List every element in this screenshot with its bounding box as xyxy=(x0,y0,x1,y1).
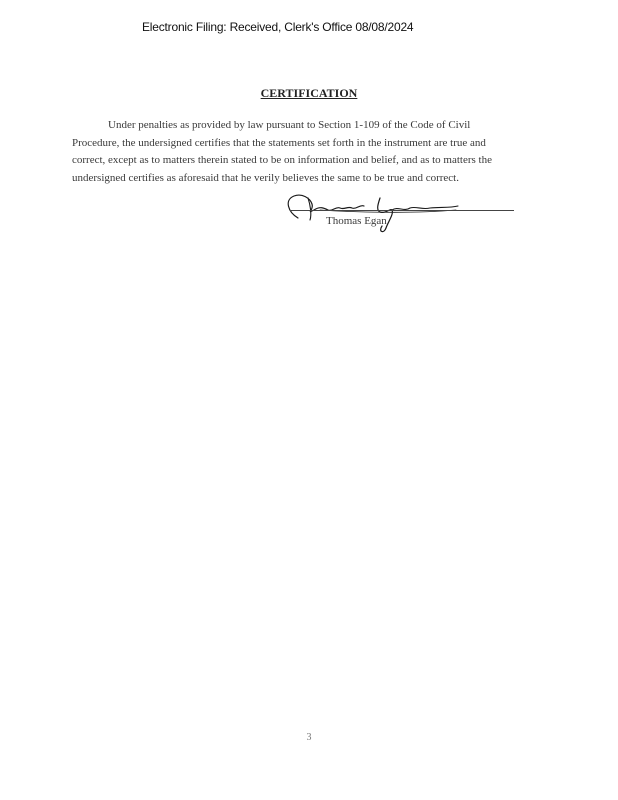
certification-title: CERTIFICATION xyxy=(260,86,358,100)
filing-stamp-header: Electronic Filing: Received, Clerk's Office 08/08/2024 xyxy=(142,20,414,34)
signature-line xyxy=(290,210,514,211)
signature-block xyxy=(280,188,520,236)
paragraph-line: undersigned certifies as aforesaid that he verily believes the same to be true and correct. xyxy=(72,171,459,184)
certification-paragraph xyxy=(72,117,542,187)
paragraph-line: Under penalties as provided by law pursuant to Section 1-109 of the Code of Civil xyxy=(108,119,471,131)
signer-name: Thomas Egan xyxy=(326,215,387,227)
page-number: 3 xyxy=(306,732,312,743)
handwritten-signature xyxy=(280,188,520,236)
paragraph-line: Procedure, the undersigned certifies that the statements set forth in the instrument are true and xyxy=(72,136,486,149)
paragraph-line: correct, except as to matters therein stated to be on information and belief, and as to matters the xyxy=(72,154,492,166)
